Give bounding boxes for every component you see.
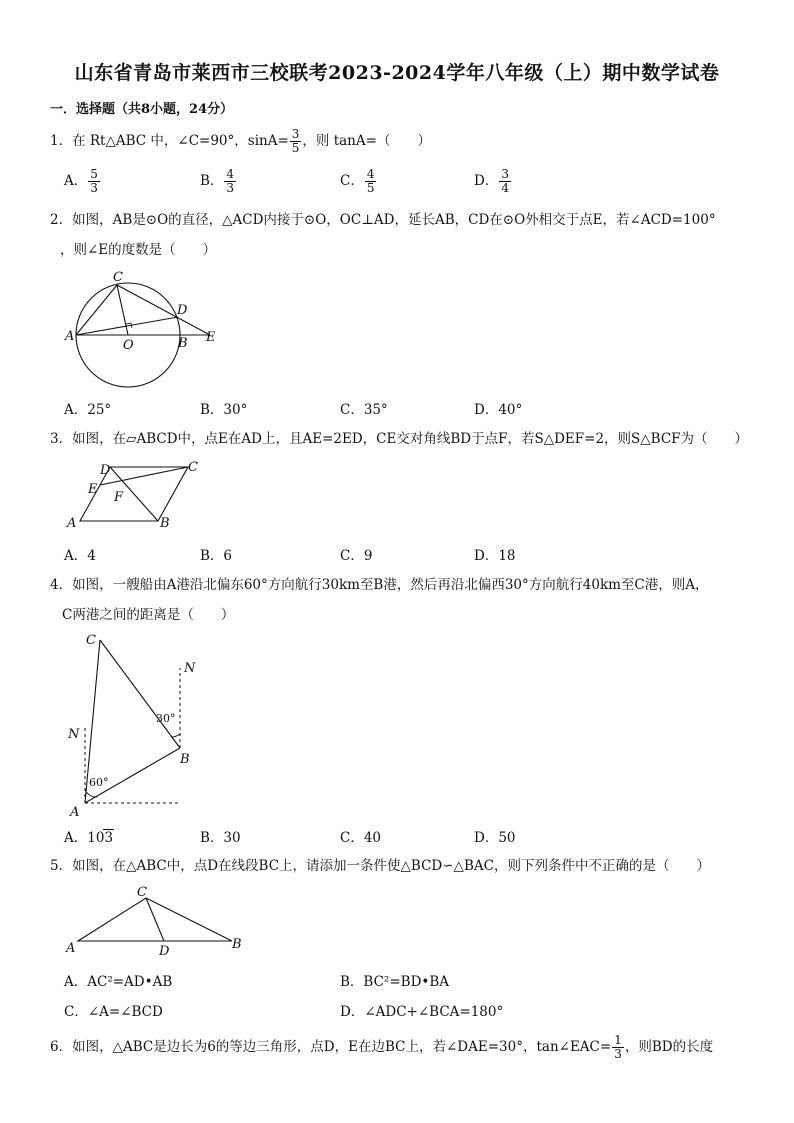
q4-option-d: D．50 [474,830,516,846]
q4-label-b: B [180,752,190,767]
q4-angle-30: 30° [156,712,176,725]
q3-label-b: B [160,516,170,531]
q4-line-2: C两港之间的距离是（ ） [62,607,235,623]
q4-line-1: 4．如图，一艘船由A港沿北偏东60°方向航行30km至B港，然后再沿北偏西30°方向航行40km至C港，则A， [50,577,709,593]
q4-label-n-left: N [68,727,80,742]
q2-label-d: D [177,303,188,318]
q6-fraction: $\frac{1}{3}$ [614,1033,622,1061]
q1-text-a: 1．在 Rt△ABC 中，∠C=90°，sinA= [50,133,289,149]
q4-angle-60: 60° [89,776,109,789]
q3-label-f: F [114,490,124,505]
q2-option-a: A．25° [64,402,112,418]
q2-label-c: C [113,270,123,285]
q3-option-d: D．18 [474,548,516,564]
q2-option-b: B．30° [200,402,248,418]
q5-triangle-figure [60,880,260,960]
q1-text-b: ，则 tanA=（ ） [302,133,431,149]
q5-text: 5．如图，在△ABC中，点D在线段BC上，请添加一条件使△BCD∽△BAC，则下列条件中不正确的是（ ） [50,858,710,874]
q2-circle-figure [60,265,230,390]
q1-option-d: D． $\frac{3}{4}$ [474,167,509,195]
q6-text-b: ，则BD的长度 [624,1039,714,1055]
q3-option-b: B．6 [200,548,233,564]
q4-label-a: A [70,805,80,820]
section-heading: 一．选择题（共8小题，24分） [50,102,234,117]
q4-label-c: C [86,633,96,648]
q5-option-d: D．∠ADC+∠BCA=180° [340,1004,504,1020]
q3-label-c: C [188,460,198,475]
q4-label-n-right: N [184,661,196,676]
q3-text: 3．如图，在▱ABCD中，点E在AD上，且AE=2ED，CE交对角线BD于点F，若S△DEF=2，则S△BCF为（ ） [50,431,749,447]
q1-fraction: $\frac{3}{5}$ [291,127,300,155]
q2-line-1: 2．如图，AB是⊙O的直径，△ACD内接于⊙O，OC⊥AD，延长AB，CD在⊙O外相交于点E，若∠ACD=100° [50,212,716,228]
q4-option-a: A．103 [64,830,114,846]
q1-option-b: B． $\frac{4}{3}$ [200,167,235,195]
q2-label-o: O [123,338,134,353]
q3-option-c: C．9 [340,548,373,564]
q2-option-c: C．35° [340,402,388,418]
q2-line-2: ，则∠E的度数是（ ） [60,242,217,258]
q2-label-b: B [178,336,188,351]
q3-option-a: A．4 [64,548,96,564]
q6-text-a: 6．如图，△ABC是边长为6的等边三角形，点D，E在边BC上，若∠DAE=30°，tan∠EAC= [50,1039,612,1055]
q2-option-d: D．40° [474,402,523,418]
q1-option-c: C． $\frac{4}{5}$ [340,167,375,195]
q2-label-e: E [206,330,216,345]
q1-option-a: A． $\frac{5}{3}$ [64,167,98,195]
q5-option-c: C．∠A=∠BCD [64,1004,163,1020]
q5-label-b: B [232,937,242,952]
q2-label-a: A [65,329,75,344]
q5-label-a: A [66,941,76,956]
q4-option-b: B．30 [200,830,241,846]
question-1 [50,128,431,155]
q5-option-a: A．AC²=AD•AB [64,974,173,990]
q3-parallelogram-figure [62,457,212,535]
q3-label-a: A [67,516,77,531]
q5-label-d: D [159,944,170,959]
q4-option-c: C．40 [340,830,382,846]
q3-label-d: D [100,463,111,478]
q3-label-e: E [88,482,98,497]
q5-label-c: C [137,885,147,900]
q5-option-b: B．BC²=BD•BA [340,974,450,990]
page-title: 山东省青岛市莱西市三校联考2023-2024学年八年级（上）期中数学试卷 [74,62,720,84]
question-6 [50,1034,713,1061]
q4-navigation-figure [60,628,210,820]
